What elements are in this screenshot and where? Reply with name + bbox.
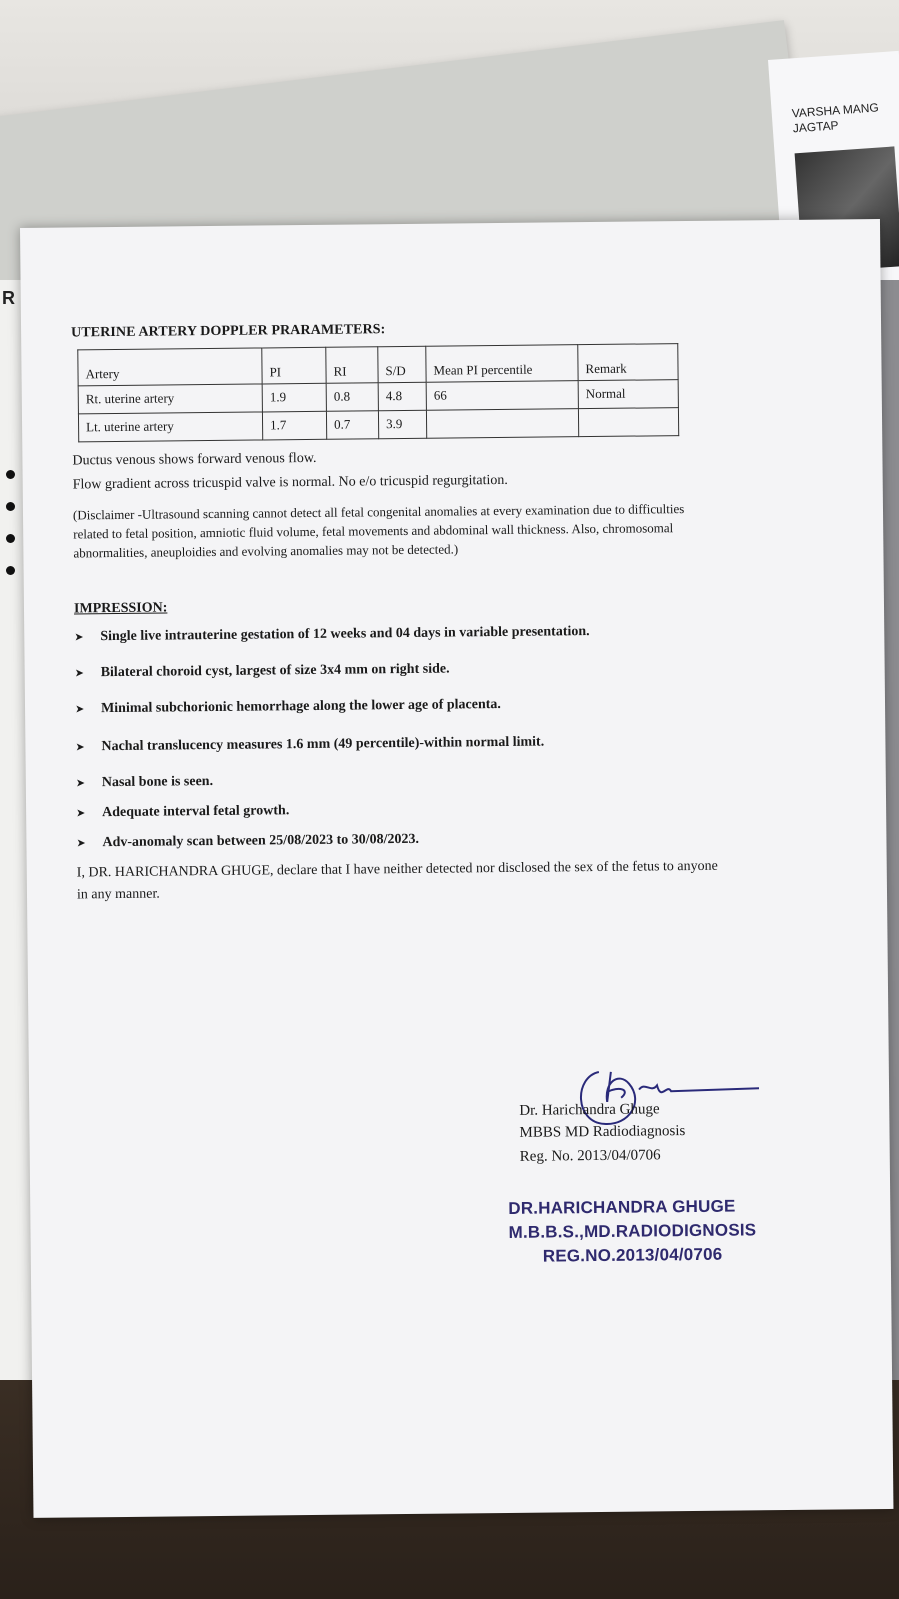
cell-pi: 1.7 bbox=[262, 411, 326, 440]
impression-item bbox=[76, 803, 289, 821]
declaration: I, DR. HARICHANDRA GHUGE, declare that I have neither detected nor disclosed the sex of the fetus to anyone bbox=[76, 858, 718, 881]
header-mean-pi: Mean PI percentile bbox=[426, 345, 578, 383]
cell-ri: 0.8 bbox=[326, 383, 378, 412]
cell-ri: 0.7 bbox=[326, 411, 378, 440]
impression-text: Nasal bone is seen. bbox=[101, 774, 214, 791]
bullet-dot bbox=[6, 470, 15, 479]
impression-item bbox=[74, 624, 589, 645]
stamp-line: REG.NO.2013/04/0706 bbox=[542, 1244, 723, 1266]
bullet-dot bbox=[6, 566, 15, 575]
doctor-registration: Reg. No. 2013/04/0706 bbox=[519, 1147, 661, 1165]
arrow-bullet-icon: ➤ bbox=[74, 630, 84, 644]
impression-item bbox=[75, 662, 450, 682]
cell-mean-pi bbox=[426, 409, 578, 439]
cell-pi: 1.9 bbox=[262, 383, 326, 412]
impression-item bbox=[75, 735, 544, 756]
cell-sd: 4.8 bbox=[378, 382, 426, 411]
ductus-finding: Ductus venous shows forward venous flow. bbox=[72, 450, 317, 469]
arrow-bullet-icon: ➤ bbox=[75, 740, 85, 754]
header-pi: PI bbox=[262, 347, 326, 384]
tricuspid-finding: Flow gradient across tricuspid valve is normal. No e/o tricuspid regurgitation. bbox=[72, 472, 508, 493]
header-ri: RI bbox=[326, 347, 378, 384]
header-artery: Artery bbox=[78, 348, 262, 386]
header-sd: S/D bbox=[378, 346, 426, 383]
cell-remark: Normal bbox=[578, 380, 678, 409]
cell-sd: 3.9 bbox=[378, 410, 426, 439]
impression-text: Single live intrauterine gestation of 12 weeks and 04 days in variable presentation. bbox=[100, 624, 590, 645]
arrow-bullet-icon: ➤ bbox=[74, 666, 84, 680]
disclaimer-line: related to fetal position, amniotic fluid volume, fetal movements and abdominal wall thickness. Also, chromosomal bbox=[73, 520, 674, 542]
doctor-qualification: MBBS MD Radiodiagnosis bbox=[519, 1123, 686, 1141]
impression-item bbox=[76, 832, 419, 852]
stamp-line: M.B.B.S.,MD.RADIODIGNOSIS bbox=[508, 1220, 757, 1242]
table-row bbox=[78, 408, 678, 442]
doppler-table bbox=[77, 343, 679, 442]
arrow-bullet-icon: ➤ bbox=[74, 702, 85, 716]
bullet-dot bbox=[6, 502, 15, 511]
left-sheet-letter: R bbox=[2, 288, 15, 308]
impression-text: Nachal translucency measures 1.6 mm (49 percentile)-within normal limit. bbox=[101, 734, 545, 755]
impression-item bbox=[75, 697, 501, 717]
cell-artery: Lt. uterine artery bbox=[78, 412, 262, 442]
signature bbox=[559, 1060, 760, 1132]
report-sheet bbox=[20, 219, 893, 1518]
disclaimer-line: (Disclaimer -Ultrasound scanning cannot detect all fetal congenital anomalies at every examination due to difficulties bbox=[72, 501, 685, 523]
disclaimer-line: abnormalities, aneuploidies and evolving anomalies may not be detected.) bbox=[73, 541, 459, 561]
impression-item bbox=[76, 774, 213, 791]
cell-artery: Rt. uterine artery bbox=[78, 384, 262, 414]
arrow-bullet-icon: ➤ bbox=[76, 806, 86, 820]
header-remark: Remark bbox=[578, 344, 678, 381]
declaration: in any manner. bbox=[76, 886, 160, 903]
impression-text: Minimal subchorionic hemorrhage along the lower age of placenta. bbox=[100, 696, 501, 717]
impression-text: Adv-anomaly scan between 25/08/2023 to 30/08/2023. bbox=[102, 831, 420, 851]
background-patient-name: VARSHA MANG JAGTAP bbox=[791, 100, 880, 136]
stamp-line: DR.HARICHANDRA GHUGE bbox=[508, 1196, 736, 1218]
arrow-bullet-icon: ➤ bbox=[75, 776, 86, 790]
cell-mean-pi: 66 bbox=[426, 381, 578, 411]
impression-text: Adequate interval fetal growth. bbox=[102, 803, 290, 821]
table-header-row bbox=[78, 344, 678, 386]
doctor-name: Dr. Harichandra Ghuge bbox=[519, 1101, 660, 1119]
arrow-bullet-icon: ➤ bbox=[76, 836, 86, 850]
bullet-dot bbox=[6, 534, 15, 543]
impression-heading: IMPRESSION: bbox=[73, 600, 168, 617]
impression-text: Bilateral choroid cyst, largest of size 3x4 mm on right side. bbox=[100, 661, 450, 681]
cell-remark bbox=[578, 408, 678, 437]
doppler-title: UTERINE ARTERY DOPPLER PRARAMETERS: bbox=[71, 322, 386, 341]
